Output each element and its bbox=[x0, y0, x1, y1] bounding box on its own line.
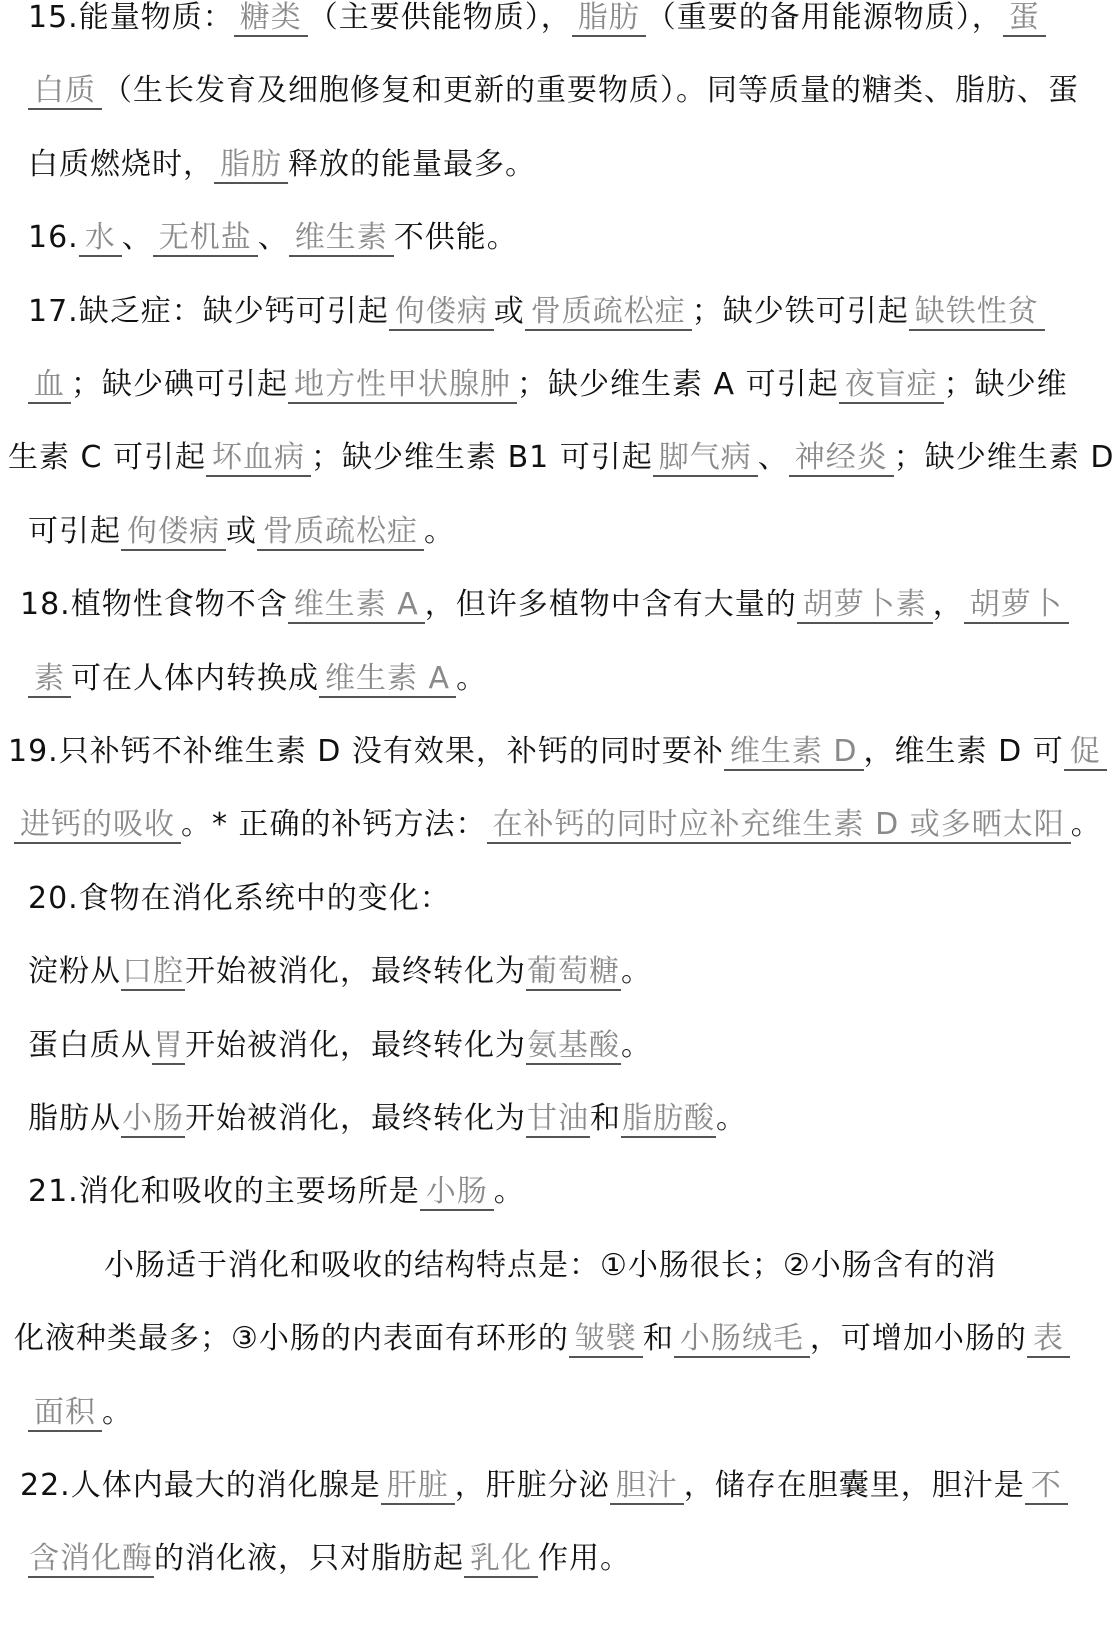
answer-blank: 糖类 bbox=[234, 0, 308, 37]
text-run: 和 bbox=[590, 1101, 621, 1136]
text-run: 白质燃烧时， bbox=[28, 146, 214, 182]
text-line bbox=[0, 861, 1080, 937]
text-run: 的消化液，只对脂肪起 bbox=[154, 1541, 464, 1577]
text-line bbox=[0, 1521, 1080, 1597]
text-run: 、 bbox=[757, 440, 789, 476]
text-run: ，可增加小肠的 bbox=[809, 1321, 1027, 1357]
answer-blank: 胡萝卜 bbox=[964, 587, 1069, 624]
text-run: 淀粉从 bbox=[28, 954, 121, 990]
text-run: 21.消化和吸收的主要场所是 bbox=[28, 1174, 420, 1210]
text-line bbox=[0, 641, 1080, 717]
answer-blank: 脂肪酸 bbox=[622, 1101, 715, 1136]
text-run: 或 bbox=[493, 293, 525, 329]
text-run: 和 bbox=[642, 1321, 674, 1357]
answer-blank: 甘油 bbox=[527, 1101, 589, 1136]
answer-blank: 夜盲症 bbox=[839, 367, 944, 404]
text-line bbox=[0, 420, 1114, 496]
text-run: 20.食物在消化系统中的变化： bbox=[28, 880, 451, 916]
answer-blank: 小肠 bbox=[420, 1174, 494, 1211]
answer-blank: 神经炎 bbox=[789, 440, 894, 477]
answer-blank: 佝偻病 bbox=[389, 294, 494, 331]
answer-blank: 面积 bbox=[28, 1395, 102, 1432]
text-line bbox=[0, 1375, 1080, 1451]
answer-blank: 血 bbox=[28, 367, 71, 404]
text-line bbox=[0, 934, 1080, 1010]
text-run: 释放的能量最多。 bbox=[288, 146, 536, 182]
answer-blank: 无机盐 bbox=[153, 220, 258, 257]
text-line bbox=[0, 494, 1080, 570]
text-run: 16. bbox=[28, 220, 79, 256]
answer-blank: 维生素 bbox=[289, 220, 394, 257]
text-run: 蛋白质从 bbox=[28, 1027, 152, 1063]
text-run: 18.植物性食物不含 bbox=[20, 587, 288, 623]
text-run: 生素 C 可引起 bbox=[8, 440, 207, 476]
text-run: 开始被消化，最终转化为 bbox=[185, 1101, 526, 1136]
text-line bbox=[0, 0, 1080, 56]
text-run: （生长发育及细胞修复和更新的重要物质）。同等质量的糖类、脂肪、蛋 bbox=[102, 73, 1079, 109]
answer-blank: 在补钙的同时应补充维生素 D 或多晒太阳 bbox=[487, 807, 1071, 844]
text-line bbox=[0, 1008, 1080, 1084]
text-run: 15.能量物质： bbox=[28, 0, 234, 35]
text-line bbox=[0, 1081, 1080, 1157]
answer-blank: 白质 bbox=[28, 73, 102, 110]
answer-blank: 缺铁性贫 bbox=[909, 294, 1045, 331]
text-line bbox=[0, 127, 1080, 203]
answer-blank: 不 bbox=[1025, 1468, 1068, 1505]
text-run: 不供能。 bbox=[393, 220, 518, 256]
answer-blank: 佝偻病 bbox=[121, 514, 226, 551]
text-run: ，肝脏分泌 bbox=[454, 1468, 610, 1503]
text-run: ， bbox=[932, 587, 964, 623]
text-run: 、 bbox=[257, 220, 289, 256]
answer-blank: 乳化 bbox=[464, 1541, 538, 1578]
text-line bbox=[0, 1154, 1080, 1230]
answer-blank: 维生素 A bbox=[288, 587, 425, 624]
answer-blank: 坏血病 bbox=[206, 440, 311, 477]
answer-blank: 骨质疏松症 bbox=[257, 514, 424, 551]
text-run: （主要供能物质）， bbox=[307, 0, 572, 35]
text-run: 开始被消化，最终转化为 bbox=[185, 954, 526, 990]
text-run: 22.人体内最大的消化腺是 bbox=[20, 1468, 381, 1503]
text-run: 19.只补钙不补维生素 D 没有效果，补钙的同时要补 bbox=[8, 734, 724, 769]
answer-blank: 进钙的吸收 bbox=[14, 807, 181, 844]
text-run: 可引起 bbox=[28, 513, 121, 549]
text-run: ，维生素 D 可 bbox=[863, 734, 1064, 769]
text-run: （重要的备用能源物质）， bbox=[645, 0, 1003, 35]
text-run: ；缺少维 bbox=[943, 367, 1068, 402]
text-run: 化液种类最多；③小肠的内表面有环形的 bbox=[14, 1321, 569, 1357]
text-run: 。 bbox=[621, 954, 652, 990]
answer-blank: 胃 bbox=[153, 1027, 184, 1063]
answer-blank: 含消化酶 bbox=[29, 1541, 153, 1577]
answer-blank: 骨质疏松症 bbox=[525, 294, 692, 331]
answer-blank: 脚气病 bbox=[653, 440, 758, 477]
text-run: 。* 正确的补钙方法： bbox=[181, 807, 487, 843]
text-line bbox=[0, 347, 1080, 423]
text-run: 、 bbox=[121, 220, 153, 256]
answer-blank: 胡萝卜素 bbox=[797, 587, 933, 624]
text-run: 脂肪从 bbox=[28, 1101, 121, 1136]
answer-blank: 胆汁 bbox=[610, 1468, 684, 1505]
text-line bbox=[0, 274, 1080, 350]
text-run: 。 bbox=[716, 1101, 747, 1136]
text-run: 。 bbox=[493, 1174, 525, 1210]
text-run: ；缺少铁可引起 bbox=[691, 293, 909, 329]
text-line bbox=[0, 714, 1101, 790]
answer-blank: 维生素 D bbox=[724, 734, 864, 771]
answer-blank: 地方性甲状腺肿 bbox=[288, 367, 517, 404]
answer-blank: 皱襞 bbox=[569, 1321, 643, 1358]
text-line bbox=[0, 200, 1080, 276]
answer-blank: 氨基酸 bbox=[527, 1027, 620, 1063]
answer-blank: 脂肪 bbox=[572, 0, 646, 37]
text-line bbox=[0, 567, 1080, 643]
text-run: 。 bbox=[1070, 807, 1102, 843]
answer-blank: 口腔 bbox=[122, 954, 184, 990]
text-run: 开始被消化，最终转化为 bbox=[185, 1027, 526, 1063]
text-run: 小肠适于消化和吸收的结构特点是：①小肠很长；②小肠含有的消 bbox=[104, 1247, 997, 1283]
answer-blank: 表 bbox=[1027, 1321, 1070, 1358]
answer-blank: 水 bbox=[79, 220, 122, 257]
text-run: 。 bbox=[102, 1394, 133, 1430]
text-line bbox=[0, 1301, 1080, 1377]
answer-blank: 脂肪 bbox=[214, 147, 288, 184]
text-line bbox=[0, 787, 1102, 863]
answer-blank: 蛋 bbox=[1003, 0, 1046, 37]
text-line bbox=[0, 1448, 1080, 1524]
answer-blank: 肝脏 bbox=[381, 1468, 455, 1505]
text-run: 作用。 bbox=[538, 1541, 631, 1577]
text-run: 可在人体内转换成 bbox=[71, 660, 319, 696]
text-run: 。 bbox=[424, 513, 455, 549]
text-run: ；缺少维生素 B1 可引起 bbox=[311, 440, 653, 476]
text-run: 17.缺乏症：缺少钙可引起 bbox=[28, 293, 389, 329]
text-run: 。 bbox=[621, 1027, 652, 1063]
text-run: 或 bbox=[226, 513, 257, 549]
answer-blank: 葡萄糖 bbox=[527, 954, 620, 990]
text-run: 。 bbox=[456, 660, 488, 696]
text-line bbox=[0, 53, 1080, 129]
text-run: ；缺少维生素 A 可引起 bbox=[517, 367, 839, 402]
text-run: ，但许多植物中含有大量的 bbox=[424, 587, 797, 623]
answer-blank: 维生素 A bbox=[319, 661, 456, 698]
answer-blank: 小肠绒毛 bbox=[674, 1321, 810, 1358]
text-run: ，储存在胆囊里，胆汁是 bbox=[683, 1468, 1025, 1503]
answer-blank: 小肠 bbox=[122, 1101, 184, 1136]
text-run: ；缺少维生素 D bbox=[893, 440, 1114, 476]
text-run: ；缺少碘可引起 bbox=[71, 367, 288, 402]
answer-blank: 促 bbox=[1064, 734, 1107, 771]
answer-blank: 素 bbox=[28, 661, 71, 698]
text-line bbox=[0, 1228, 1080, 1304]
